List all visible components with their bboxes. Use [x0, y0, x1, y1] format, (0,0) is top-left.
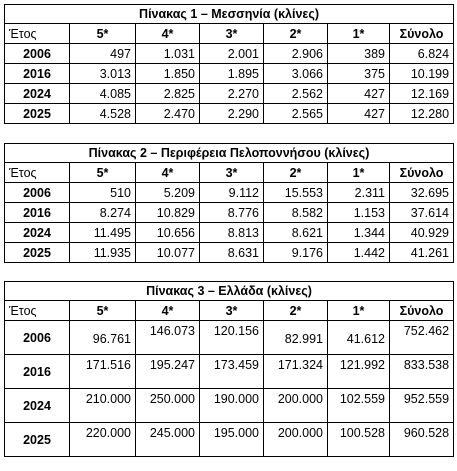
value-cell: 146.073: [136, 321, 200, 355]
column-header: Σύνολο: [390, 24, 454, 44]
value-cell: 2.311: [328, 183, 390, 203]
value-cell: 8.631: [200, 243, 264, 263]
table-messinia: [4, 4, 454, 124]
value-cell: 200.000: [264, 423, 328, 457]
value-cell: 8.813: [200, 223, 264, 243]
column-header: 2*: [264, 301, 328, 321]
value-cell: 375: [328, 64, 390, 84]
value-cell: 4.085: [70, 84, 136, 104]
value-cell: 9.176: [264, 243, 328, 263]
value-cell: 1.895: [200, 64, 264, 84]
year-cell: 2016: [5, 203, 70, 223]
value-cell: 245.000: [136, 423, 200, 457]
table-row: [5, 183, 454, 203]
table-row: [5, 104, 454, 124]
year-cell: 2024: [5, 389, 70, 423]
value-cell: 2.270: [200, 84, 264, 104]
value-cell: 2.906: [264, 44, 328, 64]
table-caption: Πίνακας 1 – Μεσσηνία (κλίνες): [5, 5, 454, 24]
value-cell: 1.031: [136, 44, 200, 64]
value-cell: 195.247: [136, 355, 200, 389]
value-cell: 173.459: [200, 355, 264, 389]
year-cell: 2024: [5, 223, 70, 243]
table-row: [5, 243, 454, 263]
value-cell: 41.261: [390, 243, 454, 263]
table-row: [5, 423, 454, 457]
value-cell: 8.621: [264, 223, 328, 243]
value-cell: 510: [70, 183, 136, 203]
column-header: 5*: [70, 24, 136, 44]
column-header-year: Έτος: [5, 163, 70, 183]
table-row: [5, 321, 454, 355]
table-row: [5, 355, 454, 389]
value-cell: 82.991: [264, 321, 328, 355]
value-cell: 389: [328, 44, 390, 64]
value-cell: 960.528: [390, 423, 454, 457]
value-cell: 2.565: [264, 104, 328, 124]
value-cell: 752.462: [390, 321, 454, 355]
value-cell: 12.169: [390, 84, 454, 104]
column-header: 5*: [70, 301, 136, 321]
table-row: [5, 203, 454, 223]
value-cell: 195.000: [200, 423, 264, 457]
value-cell: 121.992: [328, 355, 390, 389]
value-cell: 833.538: [390, 355, 454, 389]
value-cell: 10.199: [390, 64, 454, 84]
value-cell: 8.274: [70, 203, 136, 223]
year-cell: 2025: [5, 104, 70, 124]
value-cell: 120.156: [200, 321, 264, 355]
table-caption: Πίνακας 3 – Ελλάδα (κλίνες): [5, 282, 454, 301]
value-cell: 37.614: [390, 203, 454, 223]
value-cell: 2.001: [200, 44, 264, 64]
year-cell: 2024: [5, 84, 70, 104]
value-cell: 11.495: [70, 223, 136, 243]
column-header: 3*: [200, 24, 264, 44]
year-cell: 2025: [5, 243, 70, 263]
column-header: 1*: [328, 301, 390, 321]
table-peloponnese: [4, 143, 454, 263]
value-cell: 10.077: [136, 243, 200, 263]
table-row: [5, 223, 454, 243]
column-header: 4*: [136, 163, 200, 183]
table-row: [5, 389, 454, 423]
value-cell: 100.528: [328, 423, 390, 457]
year-cell: 2006: [5, 183, 70, 203]
value-cell: 250.000: [136, 389, 200, 423]
value-cell: 15.553: [264, 183, 328, 203]
table-row: [5, 84, 454, 104]
value-cell: 200.000: [264, 389, 328, 423]
column-header: 5*: [70, 163, 136, 183]
table-row: [5, 44, 454, 64]
value-cell: 32.695: [390, 183, 454, 203]
value-cell: 190.000: [200, 389, 264, 423]
value-cell: 96.761: [70, 321, 136, 355]
column-header: 2*: [264, 163, 328, 183]
table-row: [5, 64, 454, 84]
value-cell: 10.829: [136, 203, 200, 223]
value-cell: 40.929: [390, 223, 454, 243]
value-cell: 4.528: [70, 104, 136, 124]
column-header: 3*: [200, 301, 264, 321]
value-cell: 8.582: [264, 203, 328, 223]
value-cell: 1.344: [328, 223, 390, 243]
column-header: 3*: [200, 163, 264, 183]
value-cell: 497: [70, 44, 136, 64]
value-cell: 8.776: [200, 203, 264, 223]
value-cell: 210.000: [70, 389, 136, 423]
value-cell: 171.516: [70, 355, 136, 389]
value-cell: 952.559: [390, 389, 454, 423]
column-header: Σύνολο: [390, 163, 454, 183]
value-cell: 9.112: [200, 183, 264, 203]
value-cell: 1.850: [136, 64, 200, 84]
year-cell: 2006: [5, 44, 70, 64]
table-greece: [4, 281, 454, 457]
value-cell: 1.153: [328, 203, 390, 223]
column-header: 4*: [136, 301, 200, 321]
column-header: 2*: [264, 24, 328, 44]
column-header: Σύνολο: [390, 301, 454, 321]
value-cell: 1.442: [328, 243, 390, 263]
value-cell: 2.470: [136, 104, 200, 124]
value-cell: 2.562: [264, 84, 328, 104]
value-cell: 427: [328, 84, 390, 104]
value-cell: 6.824: [390, 44, 454, 64]
value-cell: 10.656: [136, 223, 200, 243]
value-cell: 2.825: [136, 84, 200, 104]
value-cell: 2.290: [200, 104, 264, 124]
value-cell: 12.280: [390, 104, 454, 124]
value-cell: 427: [328, 104, 390, 124]
year-cell: 2016: [5, 64, 70, 84]
value-cell: 220.000: [70, 423, 136, 457]
value-cell: 3.013: [70, 64, 136, 84]
value-cell: 5.209: [136, 183, 200, 203]
year-cell: 2006: [5, 321, 70, 355]
column-header: 4*: [136, 24, 200, 44]
column-header: 1*: [328, 163, 390, 183]
year-cell: 2025: [5, 423, 70, 457]
column-header: 1*: [328, 24, 390, 44]
table-caption: Πίνακας 2 – Περιφέρεια Πελοποννήσου (κλίνες): [5, 144, 454, 163]
value-cell: 171.324: [264, 355, 328, 389]
value-cell: 11.935: [70, 243, 136, 263]
column-header-year: Έτος: [5, 301, 70, 321]
value-cell: 102.559: [328, 389, 390, 423]
year-cell: 2016: [5, 355, 70, 389]
value-cell: 3.066: [264, 64, 328, 84]
column-header-year: Έτος: [5, 24, 70, 44]
value-cell: 41.612: [328, 321, 390, 355]
